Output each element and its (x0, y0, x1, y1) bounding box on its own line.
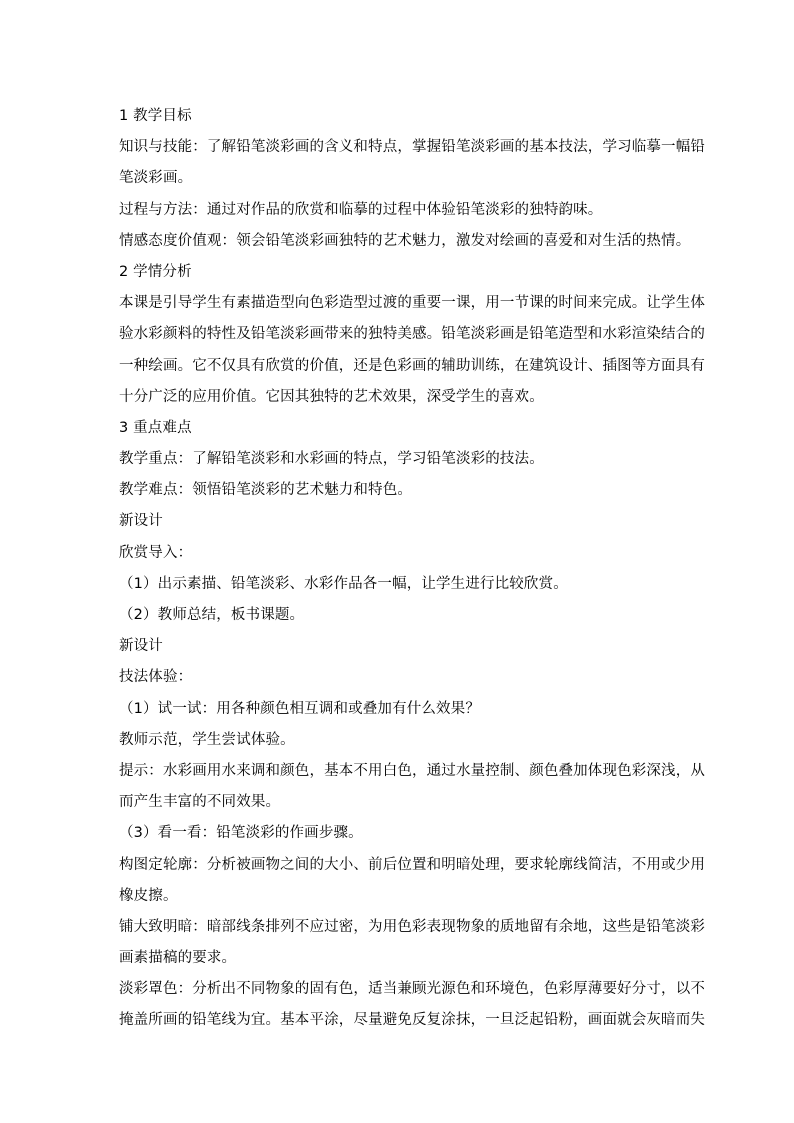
list-item: （1）试一试：用各种颜色相互调和或叠加有什么效果？ (119, 700, 480, 717)
subheading-new-design: 新设计 (119, 638, 163, 655)
paragraph-line: 本课是引导学生有素描造型向色彩造型过渡的重要一课，用一节课的时间来完成。让学生体 (119, 295, 705, 312)
paragraph-line: 情感态度价值观：领会铅笔淡彩画独特的艺术魅力，激发对绘画的喜爱和对生活的热情。 (119, 232, 691, 249)
paragraph-line: 技法体验： (119, 669, 193, 686)
paragraph-line: 知识与技能：了解铅笔淡彩画的含义和特点，掌握铅笔淡彩画的基本技法，学习临摹一幅铅 (119, 139, 705, 156)
paragraph-line: 过程与方法：通过对作品的欣赏和临摹的过程中体验铅笔淡彩的独特韵味。 (119, 201, 603, 218)
list-item: （1）出示素描、铅笔淡彩、水彩作品各一幅，让学生进行比较欣赏。 (119, 575, 568, 592)
paragraph-line: 画素描稿的要求。 (119, 950, 237, 967)
paragraph-line: 淡彩罩色：分析出不同物象的固有色，适当兼顾光源色和环境色，色彩厚薄要好分寸，以不 (119, 981, 705, 998)
section-heading-student-analysis: 2 学情分析 (119, 263, 192, 280)
list-item: （3）看一看：铅笔淡彩的作画步骤。 (119, 825, 363, 842)
section-heading-teaching-goals: 1 教学目标 (119, 108, 192, 124)
paragraph-line: 教学难点：领悟铅笔淡彩的艺术魅力和特色。 (119, 482, 412, 499)
paragraph-line: 而产生丰富的不同效果。 (119, 794, 281, 811)
paragraph-line: 构图定轮廓：分析被画物之间的大小、前后位置和明暗处理，要求轮廓线简洁，不用或少用 (119, 856, 705, 873)
paragraph-line: 提示：水彩画用水来调和颜色，基本不用白色，通过水量控制、颜色叠加体现色彩深浅，从 (119, 762, 705, 779)
paragraph-line: 掩盖所画的铅笔线为宜。基本平涂，尽量避免反复涂抹，一旦泛起铅粉，画面就会灰暗而失 (119, 1012, 705, 1029)
paragraph-line: 一种绘画。它不仅具有欣赏的价值，还是色彩画的辅助训练，在建筑设计、插图等方面具有 (119, 357, 705, 374)
paragraph-line: 铺大致明暗：暗部线条排列不应过密，为用色彩表现物象的质地留有余地，这些是铅笔淡彩 (119, 918, 705, 935)
paragraph-line: 欣赏导入： (119, 544, 193, 561)
paragraph-line: 教学重点：了解铅笔淡彩和水彩画的特点，学习铅笔淡彩的技法。 (119, 451, 544, 468)
paragraph-line: 教师示范，学生尝试体验。 (119, 731, 295, 748)
section-heading-key-points: 3 重点难点 (119, 419, 192, 436)
paragraph-line: 十分广泛的应用价值。它因其独特的艺术效果，深受学生的喜欢。 (119, 388, 544, 405)
paragraph-line: 笔淡彩画。 (119, 170, 193, 187)
document-body (119, 101, 705, 1037)
subheading-new-design: 新设计 (119, 513, 163, 530)
paragraph-line: 验水彩颜料的特性及铅笔淡彩画带来的独特美感。铅笔淡彩画是铅笔造型和水彩渲染结合的 (119, 326, 705, 343)
list-item: （2）教师总结，板书课题。 (119, 607, 305, 623)
paragraph-line: 橡皮擦。 (119, 887, 178, 904)
